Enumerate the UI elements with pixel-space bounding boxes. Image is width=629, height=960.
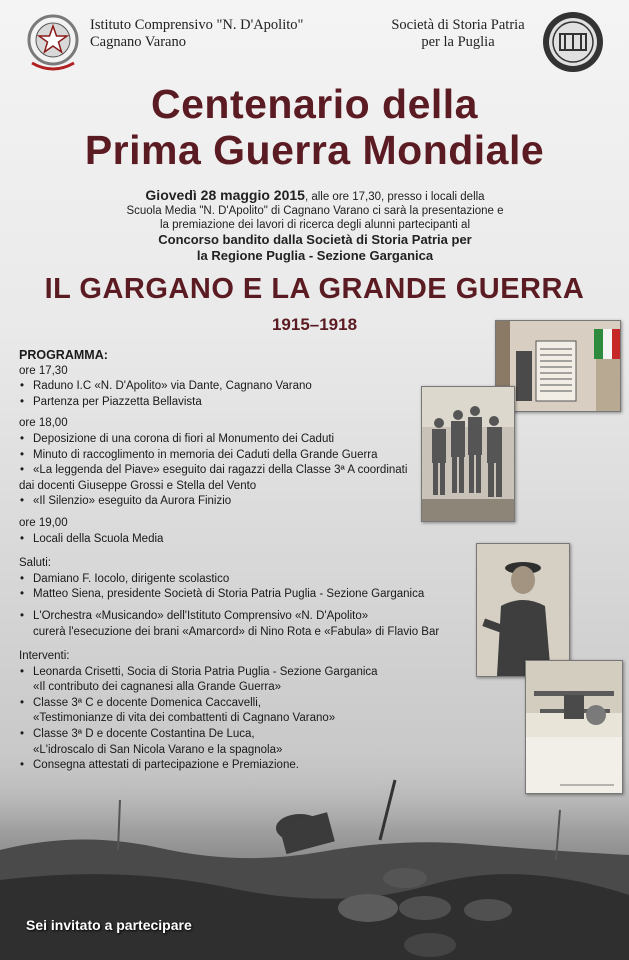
title-line1: Centenario della bbox=[151, 81, 478, 127]
programma-heading: PROGRAMMA: bbox=[19, 348, 108, 362]
time-1900: ore 19,00 bbox=[19, 516, 68, 529]
list-item: • Deposizione di una corona di fiori al Monumento dei Caduti bbox=[19, 432, 439, 448]
list-item: • Classe 3ª C e docente Domenica Caccavelli, bbox=[19, 696, 439, 712]
school-town: Cagnano Varano bbox=[90, 34, 186, 50]
society-seal-icon bbox=[541, 10, 605, 74]
intro-line2: Scuola Media "N. D'Apolito" di Cagnano Varano ci sarà la presentazione e bbox=[126, 205, 504, 217]
time-1800: ore 18,00 bbox=[19, 417, 68, 430]
list-item: • Classe 3ª D e docente Costantina De Luca, bbox=[19, 727, 439, 743]
list-item: • Consegna attestati di partecipazione e Premiazione. bbox=[19, 758, 439, 774]
society-name bbox=[378, 17, 538, 51]
event-title: IL GARGANO E LA GRANDE GUERRA bbox=[44, 273, 585, 305]
intro-line1: , alle ore 17,30, presso i locali della bbox=[304, 191, 485, 203]
seaplane-photo bbox=[525, 660, 623, 794]
list-item: • Partenza per Piazzetta Bellavista bbox=[19, 395, 439, 411]
interventi-heading: Interventi: bbox=[19, 650, 70, 663]
saluti-heading: Saluti: bbox=[19, 557, 51, 570]
concorso-line2: la Regione Puglia - Sezione Garganica bbox=[196, 248, 434, 263]
list-item-continuation: dai docenti Giuseppe Grossi e Stella del Vento bbox=[19, 479, 257, 492]
list-item: • Damiano F. Iocolo, dirigente scolastico bbox=[19, 572, 439, 588]
society-name-line1: Società di Storia Patria bbox=[391, 17, 525, 33]
school-name bbox=[90, 17, 303, 51]
list-item: • L'Orchestra «Musicando» dell'Istituto Comprensivo «N. D'Apolito» bbox=[19, 609, 439, 625]
list-item: • Minuto di raccoglimento in memoria dei Caduti della Grande Guerra bbox=[19, 448, 439, 464]
event-years: 1915–1918 bbox=[271, 315, 358, 334]
list-item: • «La leggenda del Piave» eseguito dai ragazzi della Classe 3ª A coordinati bbox=[19, 463, 439, 479]
invitation-text: Sei invitato a partecipare bbox=[26, 917, 192, 933]
event-date: Giovedì 28 maggio 2015 bbox=[145, 187, 305, 203]
list-item-continuation: «Il contributo dei cagnanesi alla Grande Guerra» bbox=[33, 681, 282, 694]
programma-section bbox=[19, 348, 439, 774]
intro-line3: la premiazione dei lavori di ricerca degli alunni partecipanti al bbox=[159, 219, 471, 231]
concorso-text bbox=[90, 232, 540, 264]
society-name-line2: per la Puglia bbox=[421, 34, 495, 50]
list-item: • Matteo Siena, presidente Società di Storia Patria Puglia - Sezione Garganica bbox=[19, 587, 439, 603]
time-1730: ore 17,30 bbox=[19, 364, 68, 377]
list-item-continuation: «L'idroscalo di San Nicola Varano e la spagnola» bbox=[33, 743, 283, 756]
intro-text bbox=[90, 188, 540, 232]
title-line2: Prima Guerra Mondiale bbox=[84, 127, 545, 173]
list-item: • Locali della Scuola Media bbox=[19, 532, 439, 548]
list-item: • Leonarda Crisetti, Socia di Storia Patria Puglia - Sezione Garganica bbox=[19, 665, 439, 681]
list-item: • «Il Silenzio» eseguito da Aurora Finizio bbox=[19, 494, 439, 510]
list-item-continuation: «Testimonianze di vita dei combattenti di Cagnano Varano» bbox=[33, 712, 336, 725]
list-item-continuation: curerà l'esecuzione dei brani «Amarcord» di Nino Rota e «Fabula» di Flavio Bar bbox=[33, 625, 440, 638]
list-item: • Raduno I.C «N. D'Apolito» via Dante, Cagnano Varano bbox=[19, 379, 439, 395]
soldier-portrait-photo bbox=[476, 543, 570, 677]
school-name-line1: Istituto Comprensivo "N. D'Apolito" bbox=[90, 17, 304, 33]
italian-republic-emblem-icon bbox=[24, 13, 82, 75]
concorso-line1: Concorso bandito dalla Società di Storia Patria per bbox=[158, 232, 472, 247]
